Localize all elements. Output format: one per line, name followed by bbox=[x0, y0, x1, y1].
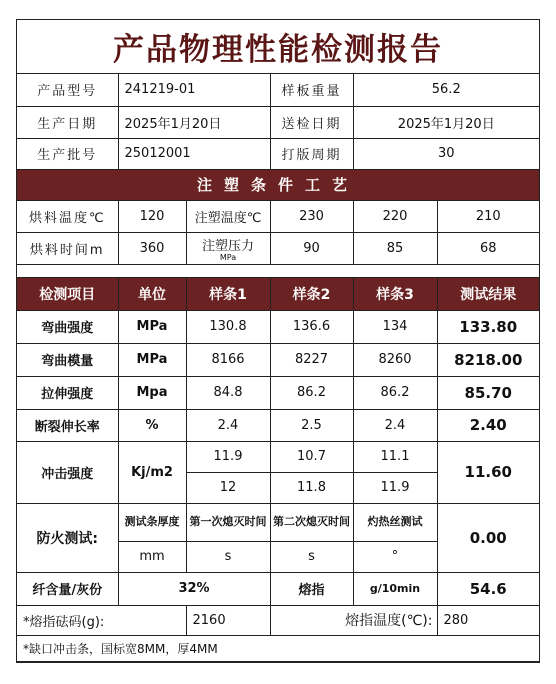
dry-time-label: 烘料时间m bbox=[17, 233, 118, 265]
melt-label: 熔指 bbox=[270, 572, 353, 605]
fiber-label: 纤含量/灰份 bbox=[17, 572, 118, 605]
table-row bbox=[17, 310, 539, 343]
melt-value: 54.6 bbox=[437, 572, 539, 605]
row-sample-2: 8227 bbox=[270, 343, 353, 376]
model-value: 241219-01 bbox=[118, 74, 270, 106]
inj-temp-value-2: 220 bbox=[353, 201, 437, 233]
melt-unit: g/10min bbox=[353, 572, 437, 605]
spacer-row bbox=[17, 265, 539, 278]
row-sample-1: 130.8 bbox=[186, 310, 270, 343]
fire-item: 防火测试: bbox=[17, 503, 118, 572]
injection-heading: 注塑条件工艺 bbox=[17, 170, 539, 201]
inspect-date-label: 送检日期 bbox=[270, 106, 353, 138]
row-unit: % bbox=[118, 409, 186, 441]
row-sample-1: 2.4 bbox=[186, 409, 270, 441]
impact-item: 冲击强度 bbox=[17, 441, 118, 503]
inj-temp-value-3: 210 bbox=[437, 201, 539, 233]
inj-pressure-unit: MPa bbox=[219, 253, 237, 262]
row-sample-2: 2.5 bbox=[270, 409, 353, 441]
row-result: 133.80 bbox=[437, 310, 539, 343]
dry-time-value: 360 bbox=[118, 233, 186, 265]
dry-temp-label: 烘料温度℃ bbox=[17, 201, 118, 233]
row-sample-2: 136.6 bbox=[270, 310, 353, 343]
report-title: 产品物理性能检测报告 bbox=[17, 20, 539, 74]
fiber-row bbox=[17, 572, 539, 605]
info-table bbox=[17, 74, 539, 170]
inj-pressure-cell bbox=[186, 233, 270, 265]
row-item: 弯曲模量 bbox=[17, 343, 118, 376]
test-table bbox=[17, 278, 539, 606]
header-sample-2: 样条2 bbox=[270, 278, 353, 310]
row-unit: Mpa bbox=[118, 376, 186, 409]
batch-value: 25012001 bbox=[118, 138, 270, 169]
row-sample-3: 86.2 bbox=[353, 376, 437, 409]
melt-temp-value: 280 bbox=[437, 606, 539, 636]
impact-r1-s3: 11.1 bbox=[353, 441, 437, 472]
impact-r1-s1: 11.9 bbox=[186, 441, 270, 472]
fire-thickness-label: 测试条厚度 bbox=[118, 503, 186, 541]
row-result: 2.40 bbox=[437, 409, 539, 441]
row-sample-3: 134 bbox=[353, 310, 437, 343]
inj-pressure-value-1: 90 bbox=[270, 233, 353, 265]
fire-unit-s1: s bbox=[186, 541, 270, 572]
fire-unit-degree: ° bbox=[353, 541, 437, 572]
row-result: 8218.00 bbox=[437, 343, 539, 376]
header-unit: 单位 bbox=[118, 278, 186, 310]
impact-result: 11.60 bbox=[437, 441, 539, 503]
weight-label: 样板重量 bbox=[270, 74, 353, 106]
prod-date-label: 生产日期 bbox=[17, 106, 118, 138]
melt-temp-label: 熔指温度(℃): bbox=[270, 606, 437, 636]
footer-note: *缺口冲击条，国标宽8MM，厚4MM bbox=[17, 636, 539, 662]
impact-r2-s1: 12 bbox=[186, 472, 270, 503]
inj-pressure-label: 注塑压力 bbox=[201, 239, 254, 254]
row-unit: MPa bbox=[118, 310, 186, 343]
row-unit: MPa bbox=[118, 343, 186, 376]
melt-weight-label: *熔指砝码(g): bbox=[17, 606, 186, 636]
fire-result: 0.00 bbox=[437, 503, 539, 572]
table-row bbox=[17, 409, 539, 441]
inj-temp-label: 注塑温度℃ bbox=[186, 201, 270, 233]
impact-unit: Kj/m2 bbox=[118, 441, 186, 503]
row-item: 断裂伸长率 bbox=[17, 409, 118, 441]
cycle-label: 打版周期 bbox=[270, 138, 353, 169]
table-row bbox=[17, 376, 539, 409]
row-item: 拉伸强度 bbox=[17, 376, 118, 409]
impact-r1-s2: 10.7 bbox=[270, 441, 353, 472]
impact-r2-s2: 11.8 bbox=[270, 472, 353, 503]
fire-unit-mm: mm bbox=[118, 541, 186, 572]
inspect-date-value: 2025年1月20日 bbox=[353, 106, 539, 138]
fire-row bbox=[17, 503, 539, 541]
row-result: 85.70 bbox=[437, 376, 539, 409]
row-item: 弯曲强度 bbox=[17, 310, 118, 343]
inj-pressure-value-3: 68 bbox=[437, 233, 539, 265]
cycle-value: 30 bbox=[353, 138, 539, 169]
injection-table bbox=[17, 170, 539, 279]
row-sample-3: 2.4 bbox=[353, 409, 437, 441]
dry-temp-value: 120 bbox=[118, 201, 186, 233]
impact-r2-s3: 11.9 bbox=[353, 472, 437, 503]
row-sample-1: 8166 bbox=[186, 343, 270, 376]
header-result: 测试结果 bbox=[437, 278, 539, 310]
footer-table bbox=[17, 606, 539, 663]
impact-row bbox=[17, 441, 539, 472]
inj-temp-value-1: 230 bbox=[270, 201, 353, 233]
fire-second-label: 第二次熄灭时间 bbox=[270, 503, 353, 541]
fire-wire-label: 灼热丝测试 bbox=[353, 503, 437, 541]
report-sheet bbox=[16, 19, 540, 663]
row-sample-3: 8260 bbox=[353, 343, 437, 376]
fire-unit-s2: s bbox=[270, 541, 353, 572]
header-sample-1: 样条1 bbox=[186, 278, 270, 310]
model-label: 产品型号 bbox=[17, 74, 118, 106]
header-sample-3: 样条3 bbox=[353, 278, 437, 310]
prod-date-value: 2025年1月20日 bbox=[118, 106, 270, 138]
fire-first-label: 第一次熄灭时间 bbox=[186, 503, 270, 541]
table-row bbox=[17, 343, 539, 376]
inj-pressure-value-2: 85 bbox=[353, 233, 437, 265]
row-sample-1: 84.8 bbox=[186, 376, 270, 409]
row-sample-2: 86.2 bbox=[270, 376, 353, 409]
header-item: 检测项目 bbox=[17, 278, 118, 310]
fiber-value: 32% bbox=[118, 572, 270, 605]
melt-weight-value: 2160 bbox=[186, 606, 270, 636]
weight-value: 56.2 bbox=[353, 74, 539, 106]
batch-label: 生产批号 bbox=[17, 138, 118, 169]
